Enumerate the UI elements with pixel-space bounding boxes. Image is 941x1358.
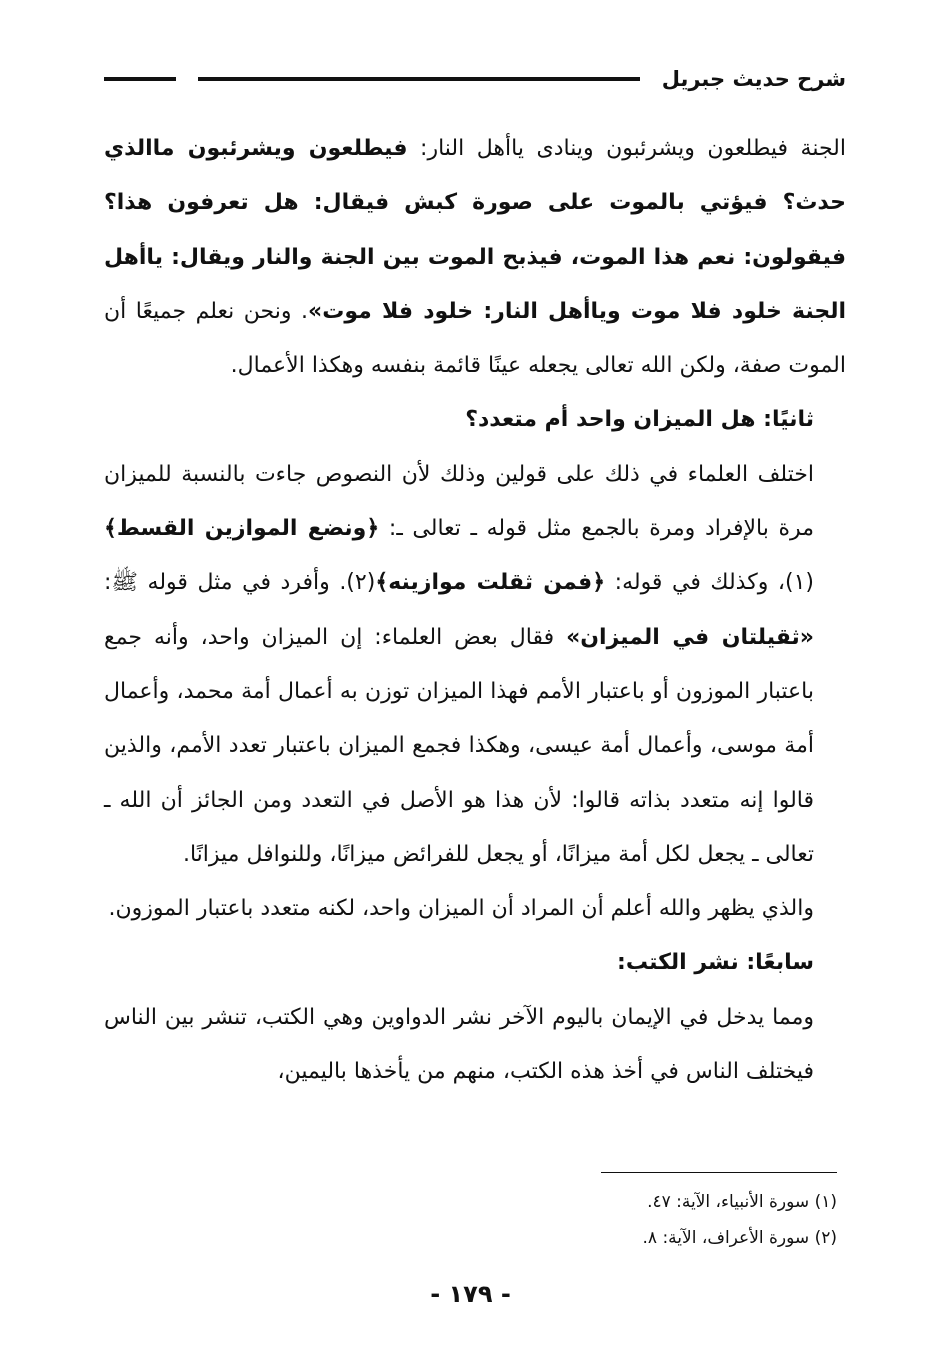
bold-text-segment: ثانيًا: هل الميزان واحد أم متعدد؟	[465, 407, 814, 433]
text-segment: . ونحن نعلم جميعًا أن الموت صفة، ولكن الله تعالى يجعله عينًا قائمة بنفسه وهكذا الأعمال.	[104, 298, 846, 379]
text-segment: (٢). وأفرد في مثل قوله ﷺ:	[104, 570, 376, 596]
footnote-1-number: (١)	[814, 1192, 837, 1212]
bold-text-segment: فيطلعون ويشرئبون ماالذي حدث؟ فيؤتي بالموت على صورة كبش فيقال: هل تعرفون هذا؟ فيقولون: نعم هذا الموت، فيذبح الموت بين الجنة والنار ويقال: ياأهل الجنة خلود فلا موت وياأهل النار: خلود فلا موت»	[104, 136, 846, 324]
footnote-2	[337, 1220, 837, 1256]
paragraph	[104, 882, 846, 936]
text-segment: والذي يظهر والله أعلم أن المراد أن الميزان واحد، لكنه متعدد باعتبار الموزون.	[108, 896, 814, 922]
paragraph	[104, 448, 846, 882]
section-heading	[104, 936, 846, 990]
footnote-2-text: سورة الأعراف، الآية: ٨.	[642, 1228, 810, 1248]
page-body	[104, 122, 846, 1099]
paragraph	[104, 991, 846, 1100]
running-header	[104, 62, 846, 96]
text-segment: اختلف العلماء في ذلك على قولين وذلك لأن النصوص جاءت بالنسبة للميزان مرة بالإفراد ومرة بالجمع مثل قوله ـ تعالى ـ:	[104, 461, 814, 542]
text-segment: فقال بعض العلماء: إن الميزان واحد، وأنه جمع باعتبار الموزون أو باعتبار الأمم فهذا الميزان توزن به أعمال أمة محمد، وأعمال أمة موسى، وأعمال أمة عيسى، وهكذا فجمع الميزان باعتبار تعدد الأمم، والذين قالوا إنه متعدد بذاته قالوا: لأن هذا هو الأصل في التعدد ومن الجائز أن الله ـ تعالى ـ يجعل لكل أمة ميزانًا، أو يجعل للفرائض ميزانًا، وللنوافل ميزانًا.	[104, 624, 814, 867]
paragraph	[104, 122, 846, 393]
footnotes	[337, 1184, 837, 1256]
footnote-1-text: سورة الأنبياء، الآية: ٤٧.	[647, 1192, 810, 1212]
footnote-divider	[601, 1172, 837, 1173]
section-heading	[104, 393, 846, 447]
header-rule-short	[104, 77, 176, 81]
text-segment: (١)، وكذلك في قوله:	[605, 570, 814, 596]
footnote-1	[337, 1184, 837, 1220]
header-title: شرح حديث جبريل	[661, 67, 846, 91]
footnote-2-number: (٢)	[814, 1228, 837, 1248]
bold-text-segment: سابعًا: نشر الكتب:	[617, 950, 814, 976]
text-segment: الجنة فيطلعون ويشرئبون وينادى ياأهل النار:	[407, 136, 846, 161]
page-number: - ١٧٩ -	[430, 1280, 511, 1308]
bold-text-segment: «ثقيلتان في الميزان»	[566, 624, 814, 650]
bold-text-segment: ﴿ونضع الموازين القسط﴾	[104, 516, 380, 542]
text-segment: ومما يدخل في الإيمان باليوم الآخر نشر الدواوين وهي الكتب، تنشر بين الناس فيختلف الناس في أخذ هذه الكتب، منهم من يأخذها باليمين،	[104, 1004, 814, 1085]
header-rule-long	[198, 77, 640, 81]
bold-text-segment: ﴿فمن ثقلت موازينه﴾	[375, 570, 606, 596]
